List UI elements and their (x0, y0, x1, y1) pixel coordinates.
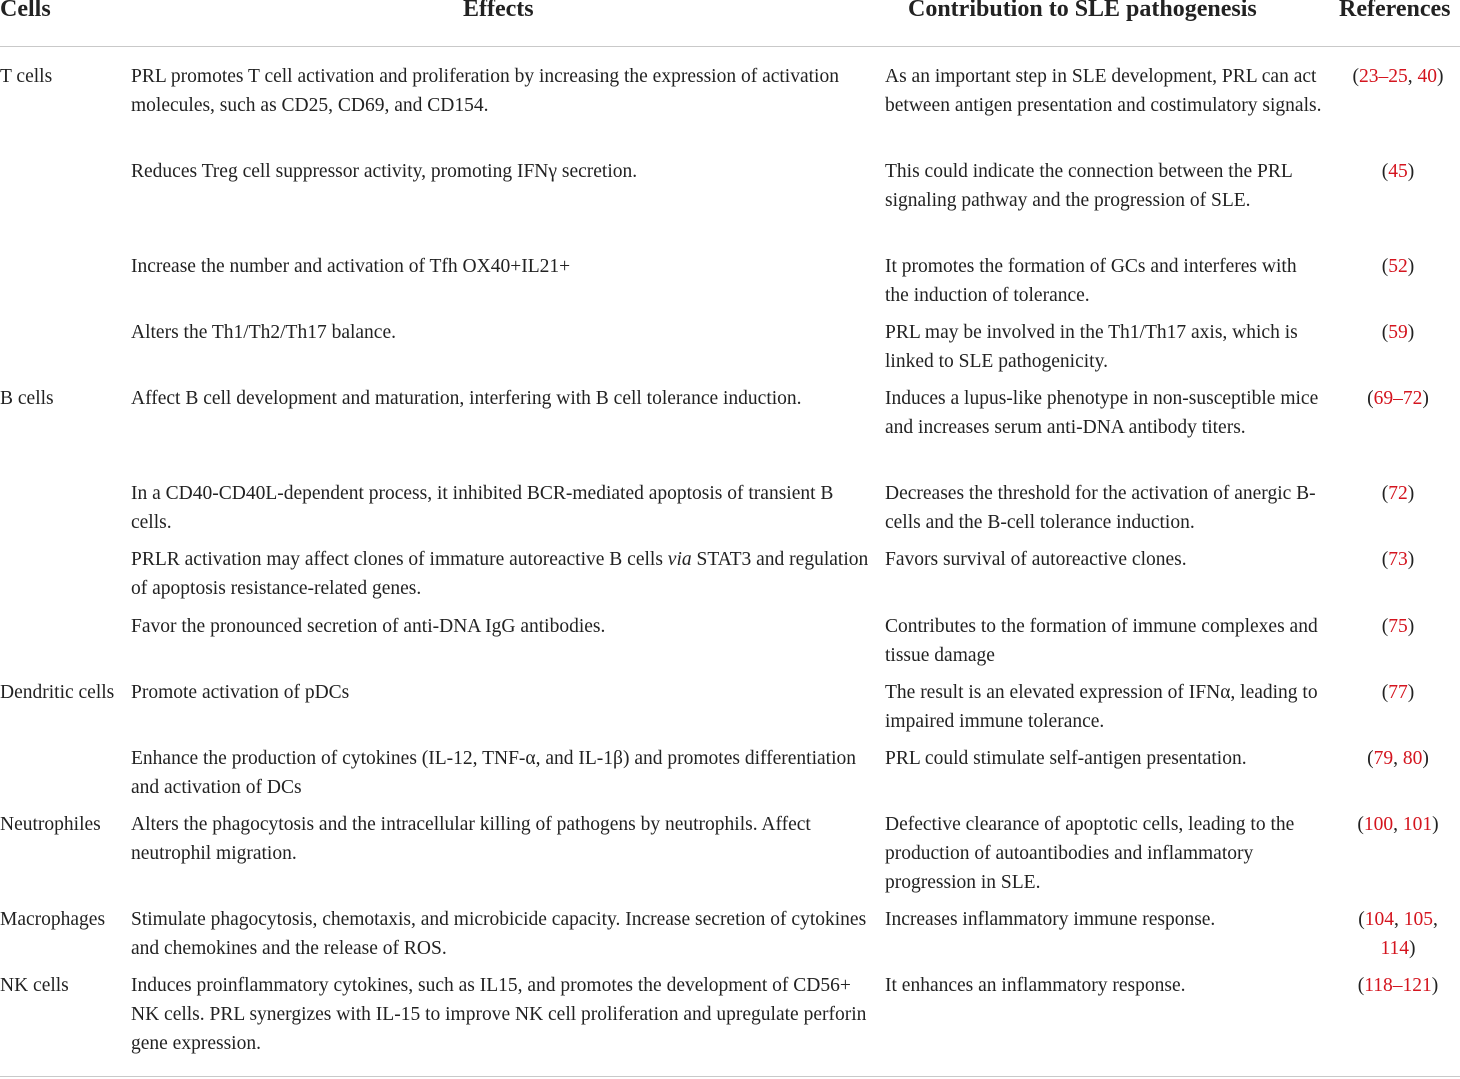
reference-link[interactable]: 75 (1388, 616, 1408, 637)
reference-punct: ( (1381, 256, 1389, 277)
reference-link[interactable]: 100 (1363, 814, 1394, 835)
reference-punct: ) (1407, 682, 1415, 703)
contribution-text: PRL may be involved in the Th1/Th17 axis, which is linked to SLE pathogenicity. (885, 322, 1298, 372)
reference-link[interactable]: 77 (1388, 682, 1408, 703)
effect-text (131, 546, 871, 604)
contribution-text: Decreases the threshold for the activation of anergic B-cells and the B-cell tolerance induction. (885, 483, 1316, 533)
references-cell (1340, 158, 1456, 187)
references-cell (1340, 679, 1456, 708)
effect-text: Favor the pronounced secretion of anti-DNA IgG antibodies. (131, 616, 606, 637)
effect-text: Increase the number and activation of Tfh OX40+IL21+ (131, 256, 571, 277)
reference-punct: ( (1358, 909, 1365, 930)
reference-punct: , (1432, 909, 1438, 930)
references-cell (1340, 319, 1456, 348)
effect-text: Affect B cell development and maturation, interfering with B cell tolerance induction. (131, 388, 802, 409)
references-cell (1340, 253, 1456, 282)
reference-punct: ( (1381, 616, 1389, 637)
effect-text: PRL promotes T cell activation and proliferation by increasing the expression of activation molecules, such as CD25, CD69, and CD154. (131, 66, 839, 116)
header-contribution: Contribution to SLE pathogenesis (908, 0, 1257, 22)
cell-type: Neutrophiles (0, 814, 101, 835)
effect-text: Alters the phagocytosis and the intracellular killing of pathogens by neutrophils. Affect neutrophil migration. (131, 814, 811, 864)
reference-punct: ( (1352, 66, 1359, 87)
reference-punct: , (1393, 814, 1403, 835)
references-cell (1340, 972, 1456, 1001)
reference-link[interactable]: 40 (1417, 66, 1437, 87)
references-cell (1340, 385, 1456, 414)
header-cells: Cells (0, 0, 51, 22)
reference-punct: ) (1407, 322, 1415, 343)
reference-punct: ) (1407, 616, 1415, 637)
contribution-text: It enhances an inflammatory response. (885, 975, 1186, 996)
references-cell (1340, 480, 1456, 509)
references-cell (1340, 546, 1456, 575)
references-cell (1340, 745, 1456, 774)
references-cell (1340, 613, 1456, 642)
reference-link[interactable]: 79 (1373, 748, 1394, 769)
cell-type: Dendritic cells (0, 682, 115, 703)
cell-type: B cells (0, 388, 54, 409)
reference-punct: ( (1381, 682, 1389, 703)
reference-punct: ) (1407, 161, 1415, 182)
reference-link[interactable]: 101 (1402, 814, 1433, 835)
effect-part: PRLR activation may affect clones of immature autoreactive B cells (131, 549, 668, 570)
cell-type: Macrophages (0, 909, 106, 930)
effect-text: Stimulate phagocytosis, chemotaxis, and microbicide capacity. Increase secretion of cytokines and chemokines and the release of ROS. (131, 909, 867, 959)
references-cell (1340, 906, 1456, 964)
contribution-text: Increases inflammatory immune response. (885, 909, 1216, 930)
effect-italic: via (667, 549, 692, 570)
reference-punct: ) (1422, 388, 1429, 409)
effect-text: Induces proinflammatory cytokines, such as IL15, and promotes the development of CD56+ NK cells. PRL synergizes with IL-15 to improve NK cell proliferation and upregulate perforin gene expression. (131, 975, 867, 1054)
reference-punct: ) (1407, 549, 1415, 570)
reference-link[interactable]: 118–121 (1364, 975, 1432, 996)
contribution-text: This could indicate the connection between the PRL signaling pathway and the progression of SLE. (885, 161, 1293, 211)
reference-link[interactable]: 114 (1380, 937, 1410, 959)
reference-punct: , (1407, 66, 1418, 87)
reference-punct: ( (1381, 549, 1389, 570)
table-header (0, 0, 1460, 47)
contribution-text: Defective clearance of apoptotic cells, leading to the production of autoantibodies and inflammatory progression in SLE. (885, 814, 1295, 893)
reference-link[interactable]: 104 (1364, 909, 1394, 930)
cell-type: T cells (0, 66, 53, 87)
reference-punct: ) (1431, 975, 1439, 996)
header-effects: Effects (463, 0, 534, 22)
reference-link[interactable]: 105 (1403, 909, 1433, 930)
reference-link[interactable]: 80 (1402, 748, 1423, 769)
reference-punct: ) (1409, 937, 1416, 959)
reference-punct: ( (1367, 388, 1374, 409)
reference-punct: ) (1407, 256, 1415, 277)
effect-text: Enhance the production of cytokines (IL-12, TNF-α, and IL-1β) and promotes differentiation and activation of DCs (131, 748, 857, 798)
contribution-text: Induces a lupus-like phenotype in non-susceptible mice and increases serum anti-DNA antibody titers. (885, 388, 1319, 438)
reference-punct: ) (1437, 66, 1444, 87)
reference-link[interactable]: 73 (1388, 549, 1408, 570)
effect-text: Alters the Th1/Th2/Th17 balance. (131, 322, 396, 343)
reference-link[interactable]: 72 (1388, 483, 1408, 504)
references-cell (1340, 63, 1456, 92)
contribution-text: It promotes the formation of GCs and interferes with the induction of tolerance. (885, 256, 1297, 306)
effect-part: STAT3 and regulation of apoptosis resistance-related genes. (131, 549, 869, 599)
references-cell (1340, 811, 1456, 840)
reference-punct: ( (1357, 975, 1365, 996)
reference-punct: ( (1367, 748, 1374, 769)
reference-punct: ) (1422, 748, 1429, 769)
reference-punct: ) (1407, 483, 1415, 504)
contribution-text: Favors survival of autoreactive clones. (885, 549, 1187, 570)
reference-link[interactable]: 59 (1388, 322, 1408, 343)
effect-text: In a CD40-CD40L-dependent process, it inhibited BCR-mediated apoptosis of transient B cells. (131, 483, 834, 533)
reference-punct: ( (1357, 814, 1364, 835)
effect-text: Promote activation of pDCs (131, 682, 350, 703)
reference-punct: , (1393, 909, 1404, 930)
reference-link[interactable]: 69–72 (1373, 388, 1423, 409)
contribution-text: As an important step in SLE development, PRL can act between antigen presentation and costimulatory signals. (885, 66, 1322, 116)
header-references: References (1339, 0, 1451, 22)
contribution-text: PRL could stimulate self-antigen presentation. (885, 748, 1247, 769)
reference-punct: ) (1432, 814, 1439, 835)
reference-link[interactable]: 52 (1388, 256, 1408, 277)
reference-link[interactable]: 45 (1388, 161, 1408, 182)
reference-punct: ( (1381, 483, 1389, 504)
reference-punct: ( (1381, 161, 1389, 182)
cell-type: NK cells (0, 975, 69, 996)
reference-punct: ( (1381, 322, 1389, 343)
reference-link[interactable]: 23–25 (1359, 66, 1408, 87)
bottom-rule (0, 1076, 1460, 1077)
contribution-text: Contributes to the formation of immune complexes and tissue damage (885, 616, 1318, 666)
effect-text: Reduces Treg cell suppressor activity, promoting IFNγ secretion. (131, 161, 638, 182)
contribution-text: The result is an elevated expression of IFNα, leading to impaired immune tolerance. (885, 682, 1318, 732)
reference-punct: , (1393, 748, 1403, 769)
